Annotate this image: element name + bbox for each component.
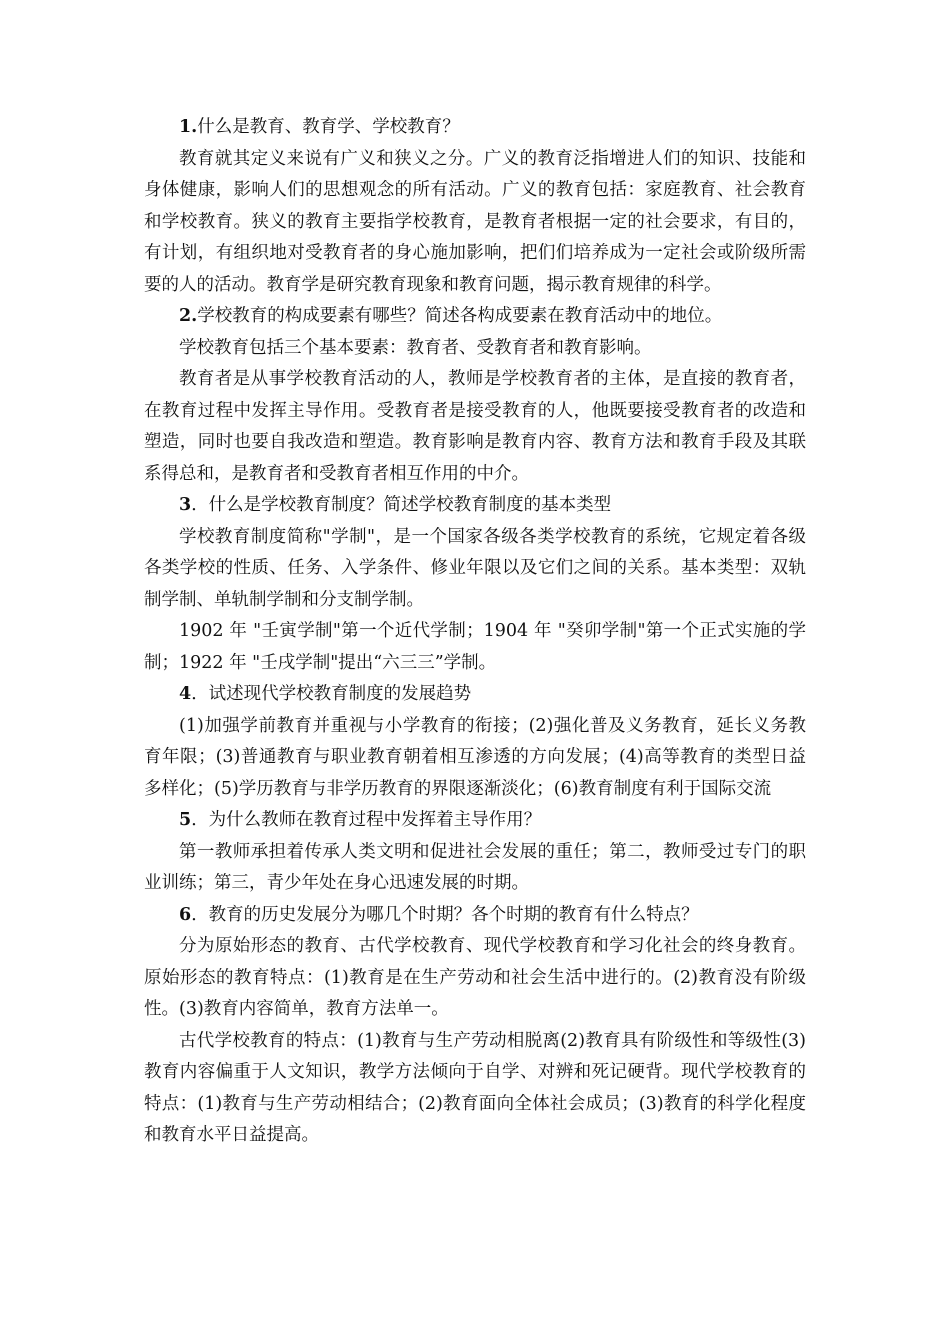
answer-paragraph: 第一教师承担着传承人类文明和促进社会发展的重任；第二，教师受过专门的职业训练；第三，青少年处在身心迅速发展的时期。: [144, 841, 806, 893]
answer-paragraph: (1)加强学前教育并重视与小学教育的衔接；(2)强化普及义务教育，延长义务教育年限；(3)普通教育与职业教育朝着相互渗透的方向发展；(4)高等教育的类型日益多样化；(5)学历教育与非学历教育的界限逐渐淡化；(6)教育制度有利于国际交流: [144, 715, 806, 799]
question-1: [144, 112, 806, 144]
question-6: [144, 900, 806, 932]
question-text: 什么是教育、教育学、学校教育？: [197, 117, 460, 137]
question-number: 4: [179, 684, 192, 704]
question-4: [144, 679, 806, 711]
question-number: 5: [179, 810, 192, 830]
question-text: ．什么是学校教育制度？简述学校教育制度的基本类型: [191, 495, 612, 515]
question-text: ．试述现代学校教育制度的发展趋势: [191, 684, 472, 704]
answer-paragraph: 教育者是从事学校教育活动的人，教师是学校教育者的主体，是直接的教育者，在教育过程中发挥主导作用。受教育者是接受教育的人，他既要接受教育者的改造和塑造，同时也要自我改造和塑造。教育影响是教育内容、教育方法和教育手段及其联系得总和，是教育者和受教育者相互作用的中介。: [144, 369, 806, 484]
question-number: 2.: [179, 306, 198, 326]
question-5: [144, 805, 806, 837]
question-number: 3: [179, 495, 192, 515]
answer-paragraph: 1902 年 "壬寅学制"第一个近代学制；1904 年 "癸卯学制"第一个正式实施的学制；1922 年 "壬戌学制"提出“六三三”学制。: [144, 621, 806, 673]
question-text: ．为什么教师在教育过程中发挥着主导作用？: [191, 810, 542, 830]
answer-paragraph: 分为原始形态的教育、古代学校教育、现代学校教育和学习化社会的终身教育。原始形态的教育特点：(1)教育是在生产劳动和社会生活中进行的。(2)教育没有阶级性。(3)教育内容简单，教育方法单一。: [144, 936, 806, 1019]
answer-paragraph: 学校教育制度简称"学制"，是一个国家各级各类学校教育的系统，它规定着各级各类学校的性质、任务、入学条件、修业年限以及它们之间的关系。基本类型：双轨制学制、单轨制学制和分支制学制。: [144, 526, 806, 610]
answer-paragraph: 教育就其定义来说有广义和狭义之分。广义的教育泛指增进人们的知识、技能和身体健康，影响人们的思想观念的所有活动。广义的教育包括：家庭教育、社会教育和学校教育。狭义的教育主要指学校教育，是教育者根据一定的社会要求，有目的，有计划，有组织地对受教育者的身心施加影响，把们们培养成为一定社会或阶级所需要的人的活动。教育学是研究教育现象和教育问题，揭示教育规律的科学。: [144, 148, 806, 295]
question-text: ．教育的历史发展分为哪几个时期？各个时期的教育有什么特点？: [191, 904, 699, 925]
question-2: [144, 301, 806, 333]
question-3: [144, 490, 806, 522]
question-number: 1.: [179, 117, 198, 137]
question-text: 学校教育的构成要素有哪些？简述各构成要素在教育活动中的地位。: [197, 306, 723, 326]
question-number: 6: [179, 904, 192, 925]
document-page: [144, 112, 806, 1152]
answer-paragraph: 古代学校教育的特点：(1)教育与生产劳动相脱离(2)教育具有阶级性和等级性(3)教育内容偏重于人文知识，教学方法倾向于自学、对辨和死记硬背。现代学校教育的特点：(1)教育与生产劳动相结合；(2)教育面向全体社会成员；(3)教育的科学化程度和教育水平日益提高。: [144, 1030, 806, 1145]
answer-paragraph: 学校教育包括三个基本要素：教育者、受教育者和教育影响。: [179, 337, 652, 358]
